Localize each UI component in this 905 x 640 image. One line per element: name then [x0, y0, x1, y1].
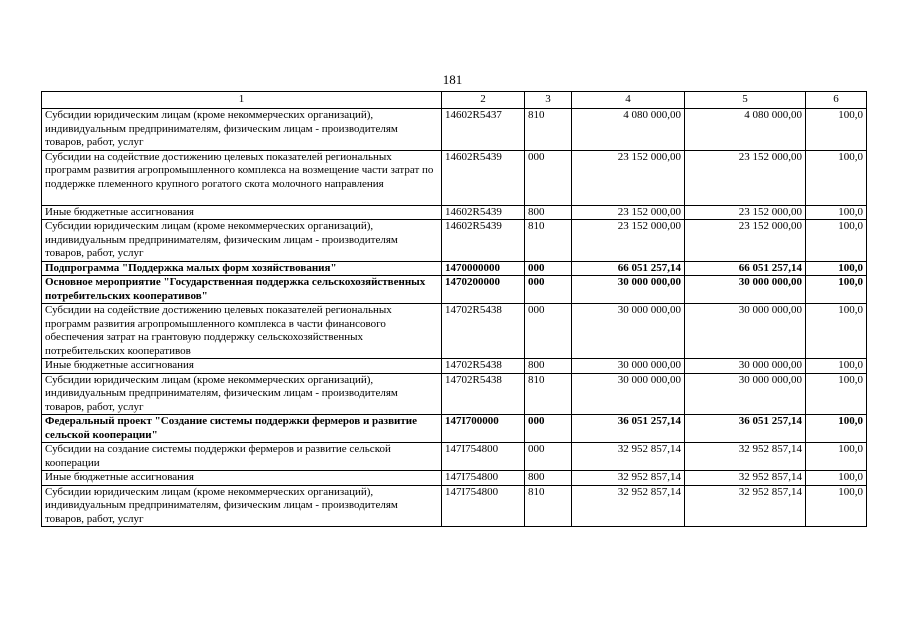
table-row: [42, 220, 867, 262]
table-row: [42, 373, 867, 415]
row-name-cell: Субсидии на содействие достижению целевых показателей региональных программ развития агропромышленного комплекса на возмещение части затрат по поддержке племенного крупного рогатого скота молочного направления: [42, 150, 442, 205]
row-type-cell: 810: [525, 220, 572, 262]
row-plan-cell: 23 152 000,00: [572, 205, 685, 220]
column-header: 1: [42, 92, 442, 109]
row-percent-cell: 100,0: [806, 373, 867, 415]
table-row: [42, 205, 867, 220]
row-plan-cell: 4 080 000,00: [572, 109, 685, 151]
row-code-cell: 1470000000: [442, 261, 525, 276]
row-type-cell: 810: [525, 109, 572, 151]
row-fact-cell: 30 000 000,00: [685, 373, 806, 415]
table-row: [42, 276, 867, 304]
column-header: 5: [685, 92, 806, 109]
row-type-cell: 000: [525, 276, 572, 304]
row-code-cell: 14702R5438: [442, 373, 525, 415]
row-code-cell: 14602R5439: [442, 205, 525, 220]
row-plan-cell: 23 152 000,00: [572, 150, 685, 205]
row-name-cell: Иные бюджетные ассигнования: [42, 205, 442, 220]
row-name-cell: Федеральный проект "Создание системы поддержки фермеров и развитие сельской кооперации": [42, 415, 442, 443]
row-fact-cell: 4 080 000,00: [685, 109, 806, 151]
row-percent-cell: 100,0: [806, 415, 867, 443]
row-plan-cell: 32 952 857,14: [572, 443, 685, 471]
row-code-cell: 14602R5439: [442, 150, 525, 205]
table-row: [42, 359, 867, 374]
row-fact-cell: 32 952 857,14: [685, 443, 806, 471]
table-row: [42, 304, 867, 359]
row-code-cell: 14602R5439: [442, 220, 525, 262]
row-code-cell: 147I700000: [442, 415, 525, 443]
row-plan-cell: 30 000 000,00: [572, 304, 685, 359]
row-fact-cell: 30 000 000,00: [685, 276, 806, 304]
row-percent-cell: 100,0: [806, 304, 867, 359]
row-type-cell: 000: [525, 261, 572, 276]
row-name-cell: Подпрограмма "Поддержка малых форм хозяйствования": [42, 261, 442, 276]
row-percent-cell: 100,0: [806, 205, 867, 220]
row-percent-cell: 100,0: [806, 443, 867, 471]
row-name-cell: Субсидии юридическим лицам (кроме некоммерческих организаций), индивидуальным предпринимателям, физическим лицам - производителям товаров, работ, услуг: [42, 220, 442, 262]
row-fact-cell: 32 952 857,14: [685, 485, 806, 527]
row-percent-cell: 100,0: [806, 261, 867, 276]
row-type-cell: 000: [525, 150, 572, 205]
row-name-cell: Иные бюджетные ассигнования: [42, 359, 442, 374]
row-fact-cell: 30 000 000,00: [685, 304, 806, 359]
column-header: 6: [806, 92, 867, 109]
row-name-cell: Субсидии юридическим лицам (кроме некоммерческих организаций), индивидуальным предпринимателям, физическим лицам - производителям товаров, работ, услуг: [42, 109, 442, 151]
budget-table: [41, 91, 867, 527]
column-header: 3: [525, 92, 572, 109]
row-name-cell: Основное мероприятие "Государственная поддержка сельскохозяйственных потребительских кооперативов": [42, 276, 442, 304]
row-type-cell: 800: [525, 205, 572, 220]
table-row: [42, 415, 867, 443]
row-name-cell: Субсидии юридическим лицам (кроме некоммерческих организаций), индивидуальным предпринимателям, физическим лицам - производителям товаров, работ, услуг: [42, 485, 442, 527]
row-code-cell: 147I754800: [442, 485, 525, 527]
page-number: 181: [442, 72, 463, 87]
row-plan-cell: 30 000 000,00: [572, 276, 685, 304]
column-header: 2: [442, 92, 525, 109]
column-header: 4: [572, 92, 685, 109]
row-type-cell: 800: [525, 471, 572, 486]
row-plan-cell: 66 051 257,14: [572, 261, 685, 276]
row-code-cell: 147I754800: [442, 471, 525, 486]
row-plan-cell: 32 952 857,14: [572, 471, 685, 486]
row-percent-cell: 100,0: [806, 471, 867, 486]
row-code-cell: 14702R5438: [442, 304, 525, 359]
row-code-cell: 147I754800: [442, 443, 525, 471]
table-row: [42, 109, 867, 151]
table-row: [42, 485, 867, 527]
row-plan-cell: 30 000 000,00: [572, 373, 685, 415]
row-code-cell: 14602R5437: [442, 109, 525, 151]
row-plan-cell: 32 952 857,14: [572, 485, 685, 527]
row-fact-cell: 23 152 000,00: [685, 150, 806, 205]
row-type-cell: 000: [525, 415, 572, 443]
row-fact-cell: 30 000 000,00: [685, 359, 806, 374]
row-percent-cell: 100,0: [806, 150, 867, 205]
row-code-cell: 14702R5438: [442, 359, 525, 374]
row-fact-cell: 23 152 000,00: [685, 205, 806, 220]
row-percent-cell: 100,0: [806, 109, 867, 151]
table-row: [42, 471, 867, 486]
table-row: [42, 261, 867, 276]
table-row: [42, 150, 867, 205]
row-type-cell: 810: [525, 373, 572, 415]
row-type-cell: 800: [525, 359, 572, 374]
table-row: [42, 443, 867, 471]
row-plan-cell: 30 000 000,00: [572, 359, 685, 374]
row-name-cell: Субсидии на создание системы поддержки фермеров и развитие сельской кооперации: [42, 443, 442, 471]
row-name-cell: Субсидии на содействие достижению целевых показателей региональных программ развития агропромышленного комплекса в части финансового обеспечения затрат на грантовую поддержку сельскохозяйственных потребительских кооперативов: [42, 304, 442, 359]
row-fact-cell: 36 051 257,14: [685, 415, 806, 443]
row-plan-cell: 36 051 257,14: [572, 415, 685, 443]
row-type-cell: 000: [525, 443, 572, 471]
row-type-cell: 810: [525, 485, 572, 527]
row-fact-cell: 32 952 857,14: [685, 471, 806, 486]
row-percent-cell: 100,0: [806, 276, 867, 304]
row-type-cell: 000: [525, 304, 572, 359]
row-plan-cell: 23 152 000,00: [572, 220, 685, 262]
row-name-cell: Иные бюджетные ассигнования: [42, 471, 442, 486]
row-percent-cell: 100,0: [806, 485, 867, 527]
row-percent-cell: 100,0: [806, 359, 867, 374]
row-fact-cell: 23 152 000,00: [685, 220, 806, 262]
row-fact-cell: 66 051 257,14: [685, 261, 806, 276]
row-percent-cell: 100,0: [806, 220, 867, 262]
row-name-cell: Субсидии юридическим лицам (кроме некоммерческих организаций), индивидуальным предпринимателям, физическим лицам - производителям товаров, работ, услуг: [42, 373, 442, 415]
row-code-cell: 1470200000: [442, 276, 525, 304]
column-number-row: [42, 92, 867, 109]
